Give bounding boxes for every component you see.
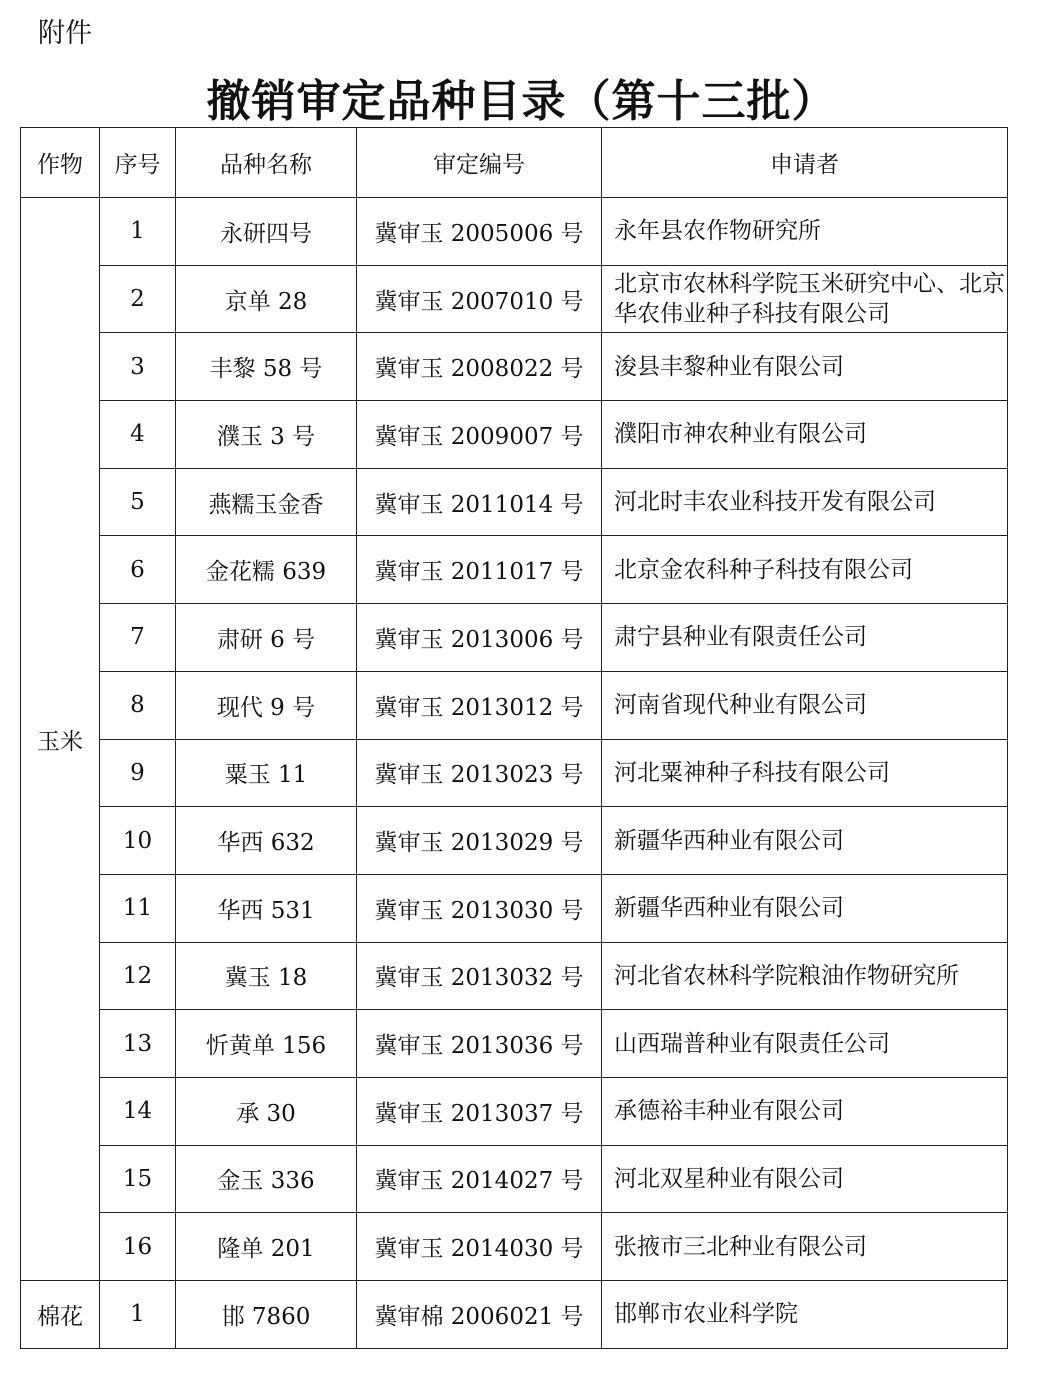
applicant-cell: 北京金农科种子科技有限公司	[602, 536, 1008, 604]
variety-cell: 冀玉 18	[176, 942, 357, 1010]
index-cell: 1	[100, 198, 176, 266]
table-row	[21, 1213, 1008, 1281]
applicant-cell: 河北时丰农业科技开发有限公司	[602, 468, 1008, 536]
table-row	[21, 265, 1008, 333]
index-cell: 14	[100, 1077, 176, 1145]
applicant-cell: 浚县丰黎种业有限公司	[602, 333, 1008, 401]
approval-number-cell: 冀审玉 2011017 号	[357, 536, 602, 604]
applicant-cell: 河北双星种业有限公司	[602, 1145, 1008, 1213]
approval-number-cell: 冀审玉 2009007 号	[357, 401, 602, 469]
approval-number-cell: 冀审玉 2013012 号	[357, 671, 602, 739]
table-row	[21, 671, 1008, 739]
variety-cell: 忻黄单 156	[176, 1010, 357, 1078]
table-body	[21, 198, 1008, 1349]
index-cell: 8	[100, 671, 176, 739]
table-row	[21, 536, 1008, 604]
table-row	[21, 874, 1008, 942]
approval-number-cell: 冀审玉 2008022 号	[357, 333, 602, 401]
index-cell: 13	[100, 1010, 176, 1078]
variety-cell: 京单 28	[176, 265, 357, 333]
applicant-cell: 河北省农林科学院粮油作物研究所	[602, 942, 1008, 1010]
variety-catalog-table	[20, 127, 1008, 1349]
table-row	[21, 1145, 1008, 1213]
variety-cell: 肃研 6 号	[176, 604, 357, 672]
applicant-cell: 邯郸市农业科学院	[602, 1281, 1008, 1349]
approval-number-cell: 冀审玉 2011014 号	[357, 468, 602, 536]
variety-cell: 现代 9 号	[176, 671, 357, 739]
applicant-cell: 河北粟神种子科技有限公司	[602, 739, 1008, 807]
variety-cell: 承 30	[176, 1077, 357, 1145]
index-cell: 2	[100, 265, 176, 333]
approval-number-cell: 冀审棉 2006021 号	[357, 1281, 602, 1349]
applicant-cell: 张掖市三北种业有限公司	[602, 1213, 1008, 1281]
index-cell: 11	[100, 874, 176, 942]
approval-number-cell: 冀审玉 2013023 号	[357, 739, 602, 807]
variety-cell: 华西 531	[176, 874, 357, 942]
applicant-cell: 承德裕丰种业有限公司	[602, 1077, 1008, 1145]
applicant-cell: 山西瑞普种业有限责任公司	[602, 1010, 1008, 1078]
applicant-cell: 永年县农作物研究所	[602, 198, 1008, 266]
crop-cell: 棉花	[21, 1281, 100, 1349]
table-row	[21, 1077, 1008, 1145]
header-crop: 作物	[21, 128, 100, 198]
header-index: 序号	[100, 128, 176, 198]
table-row	[21, 468, 1008, 536]
table-row	[21, 198, 1008, 266]
index-cell: 15	[100, 1145, 176, 1213]
variety-cell: 金花糯 639	[176, 536, 357, 604]
table-row	[21, 942, 1008, 1010]
table-row	[21, 1010, 1008, 1078]
index-cell: 9	[100, 739, 176, 807]
table-row	[21, 604, 1008, 672]
header-applicant: 申请者	[602, 128, 1008, 198]
variety-cell: 邯 7860	[176, 1281, 357, 1349]
index-cell: 1	[100, 1281, 176, 1349]
variety-cell: 濮玉 3 号	[176, 401, 357, 469]
index-cell: 3	[100, 333, 176, 401]
approval-number-cell: 冀审玉 2013037 号	[357, 1077, 602, 1145]
index-cell: 10	[100, 807, 176, 875]
attachment-label: 附件	[38, 18, 92, 49]
variety-cell: 粟玉 11	[176, 739, 357, 807]
approval-number-cell: 冀审玉 2013006 号	[357, 604, 602, 672]
variety-cell: 隆单 201	[176, 1213, 357, 1281]
table-row	[21, 739, 1008, 807]
header-row	[21, 128, 1008, 198]
applicant-cell: 新疆华西种业有限公司	[602, 874, 1008, 942]
variety-cell: 燕糯玉金香	[176, 468, 357, 536]
crop-cell: 玉米	[21, 198, 100, 1281]
approval-number-cell: 冀审玉 2013032 号	[357, 942, 602, 1010]
approval-number-cell: 冀审玉 2014030 号	[357, 1213, 602, 1281]
index-cell: 6	[100, 536, 176, 604]
variety-cell: 华西 632	[176, 807, 357, 875]
index-cell: 4	[100, 401, 176, 469]
table-row	[21, 807, 1008, 875]
variety-cell: 丰黎 58 号	[176, 333, 357, 401]
table-row	[21, 401, 1008, 469]
applicant-cell: 河南省现代种业有限公司	[602, 671, 1008, 739]
approval-number-cell: 冀审玉 2013029 号	[357, 807, 602, 875]
variety-cell: 金玉 336	[176, 1145, 357, 1213]
header-approval-number: 审定编号	[357, 128, 602, 198]
table-row	[21, 1281, 1008, 1349]
index-cell: 7	[100, 604, 176, 672]
table-row	[21, 333, 1008, 401]
approval-number-cell: 冀审玉 2005006 号	[357, 198, 602, 266]
index-cell: 12	[100, 942, 176, 1010]
page-title: 撤销审定品种目录（第十三批）	[206, 76, 837, 127]
approval-number-cell: 冀审玉 2014027 号	[357, 1145, 602, 1213]
index-cell: 5	[100, 468, 176, 536]
approval-number-cell: 冀审玉 2013030 号	[357, 874, 602, 942]
applicant-cell: 新疆华西种业有限公司	[602, 807, 1008, 875]
index-cell: 16	[100, 1213, 176, 1281]
applicant-cell: 北京市农林科学院玉米研究中心、北京华农伟业种子科技有限公司	[602, 265, 1008, 333]
header-variety: 品种名称	[176, 128, 357, 198]
applicant-cell: 肃宁县种业有限责任公司	[602, 604, 1008, 672]
applicant-cell: 濮阳市神农种业有限公司	[602, 401, 1008, 469]
approval-number-cell: 冀审玉 2007010 号	[357, 265, 602, 333]
variety-cell: 永研四号	[176, 198, 357, 266]
approval-number-cell: 冀审玉 2013036 号	[357, 1010, 602, 1078]
